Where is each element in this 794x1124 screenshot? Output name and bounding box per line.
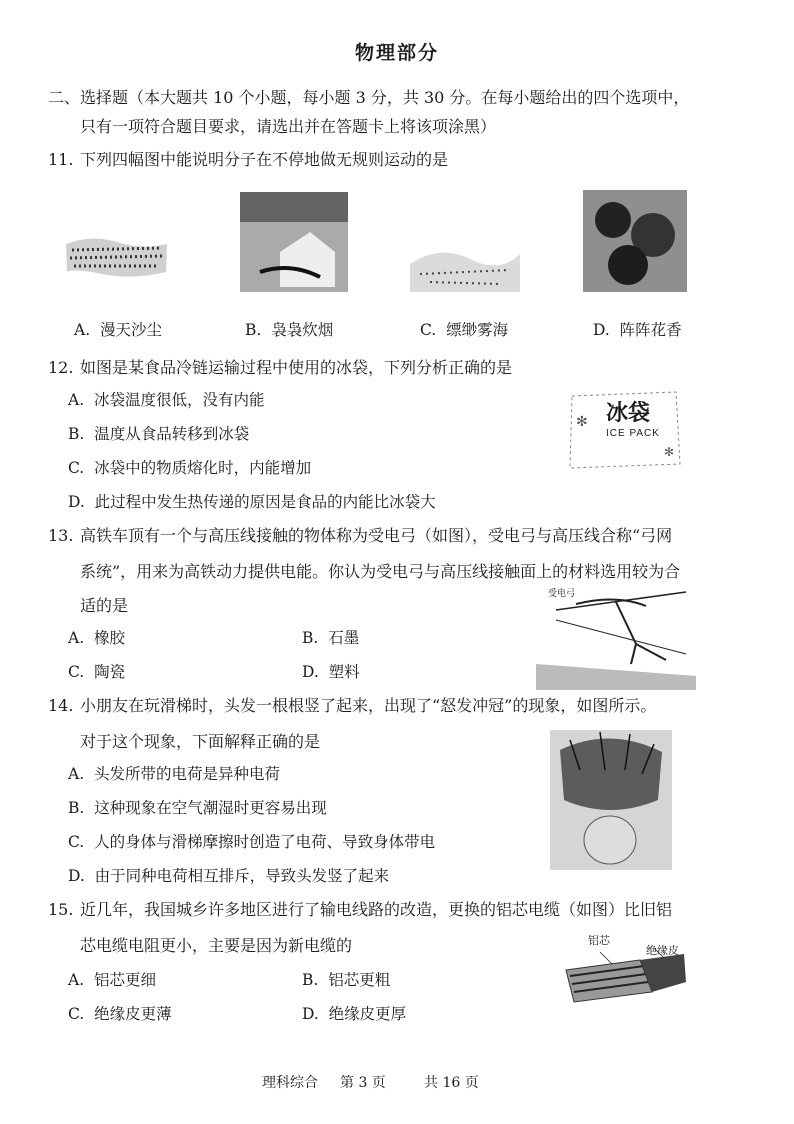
q11-option-b: B. 袅袅炊烟 bbox=[245, 321, 334, 339]
q12-option-b: B. 温度从食品转移到冰袋 bbox=[68, 425, 250, 443]
q13-option-b: B. 石墨 bbox=[302, 629, 360, 647]
q14-stem-line1: 小朋友在玩滑梯时，头发一根根竖了起来，出现了“怒发冲冠”的现象，如图所示。 bbox=[80, 696, 657, 715]
q14-option-b: B. 这种现象在空气潮湿时更容易出现 bbox=[68, 799, 327, 817]
q15-option-c: C. 绝缘皮更薄 bbox=[68, 1005, 172, 1023]
q12-figure-label-cn: 冰袋 bbox=[606, 400, 651, 426]
q14-option-d: D. 由于同种电荷相互排斥，导致头发竖了起来 bbox=[68, 867, 390, 885]
q11-number: 11. bbox=[48, 150, 74, 169]
q14-number: 14. bbox=[48, 696, 74, 715]
svg-text:✻: ✻ bbox=[664, 445, 675, 459]
q15-number: 15. bbox=[48, 900, 74, 919]
footer-subject: 理科综合 bbox=[262, 1075, 318, 1091]
q15-option-b: B. 铝芯更粗 bbox=[302, 971, 391, 989]
q15-figure-label-insulation: 绝缘皮 bbox=[646, 945, 679, 957]
page-title: 物理部分 bbox=[354, 42, 439, 64]
q12-number: 12. bbox=[48, 358, 74, 377]
q15-figure-label-core: 铝芯 bbox=[588, 935, 610, 947]
q12-option-c: C. 冰袋中的物质熔化时，内能增加 bbox=[68, 459, 312, 477]
svg-text:✻: ✻ bbox=[576, 414, 588, 430]
section-heading-line2: 只有一项符合题目要求，请选出并在答题卡上将该项涂黑） bbox=[80, 117, 497, 136]
q12-option-d: D. 此过程中发生热传递的原因是食品的内能比冰袋大 bbox=[68, 493, 436, 511]
q13-option-d: D. 塑料 bbox=[302, 663, 360, 681]
q15-stem-line2: 芯电缆电阻更小，主要是因为新电缆的 bbox=[80, 936, 353, 955]
q11-stem: 下列四幅图中能说明分子在不停地做无规则运动的是 bbox=[80, 150, 449, 169]
q13-option-c: C. 陶瓷 bbox=[68, 663, 126, 681]
footer-total: 共 16 页 bbox=[424, 1075, 479, 1091]
section-heading-line1: 二、选择题（本大题共 10 个小题，每小题 3 分，共 30 分。在每小题给出的四个选项中， bbox=[48, 88, 690, 107]
footer-page: 第 3 页 bbox=[340, 1075, 386, 1091]
q13-stem-line1: 高铁车顶有一个与高压线接触的物体称为受电弓（如图），受电弓与高压线合称“弓网 bbox=[80, 526, 673, 545]
q11-figure-cooking-smoke bbox=[240, 192, 348, 292]
q15-stem-line1: 近几年，我国城乡许多地区进行了输电线路的改造，更换的铝芯电缆（如图）比旧铝 bbox=[80, 900, 673, 919]
q11-option-d: D. 阵阵花香 bbox=[593, 321, 682, 339]
q13-stem-line3: 适的是 bbox=[80, 596, 129, 615]
q11-option-c: C. 缥缈雾海 bbox=[420, 321, 509, 339]
q12-figure-label-en: ICE PACK bbox=[606, 428, 660, 439]
q13-number: 13. bbox=[48, 526, 74, 545]
q14-stem-line2: 对于这个现象，下面解释正确的是 bbox=[80, 732, 321, 751]
q15-figure-cable bbox=[560, 930, 690, 1006]
q13-figure-pantograph bbox=[536, 584, 696, 690]
q12-figure-ice-pack bbox=[566, 386, 684, 472]
q12-stem: 如图是某食品冷链运输过程中使用的冰袋，下列分析正确的是 bbox=[80, 358, 513, 377]
q14-figure-standing-hair bbox=[550, 730, 672, 870]
q11-figure-sand-dust bbox=[62, 214, 172, 294]
q13-stem-line2: 系统”，用来为高铁动力提供电能。你认为受电弓与高压线接触面上的材料选用较为合 bbox=[80, 562, 681, 581]
q15-option-d: D. 绝缘皮更厚 bbox=[302, 1005, 407, 1023]
q13-option-a: A. 橡胶 bbox=[68, 629, 125, 647]
q14-option-c: C. 人的身体与滑梯摩擦时创造了电荷、导致身体带电 bbox=[68, 833, 436, 851]
q11-option-a: A. 漫天沙尘 bbox=[74, 321, 162, 339]
q11-figure-flower-fragrance bbox=[583, 190, 687, 292]
q15-option-a: A. 铝芯更细 bbox=[68, 971, 156, 989]
q12-option-a: A. 冰袋温度很低，没有内能 bbox=[68, 391, 265, 409]
q11-figure-fog-sea bbox=[410, 204, 520, 292]
q13-figure-label: 受电弓 bbox=[548, 588, 576, 598]
q14-option-a: A. 头发所带的电荷是异种电荷 bbox=[68, 765, 280, 783]
